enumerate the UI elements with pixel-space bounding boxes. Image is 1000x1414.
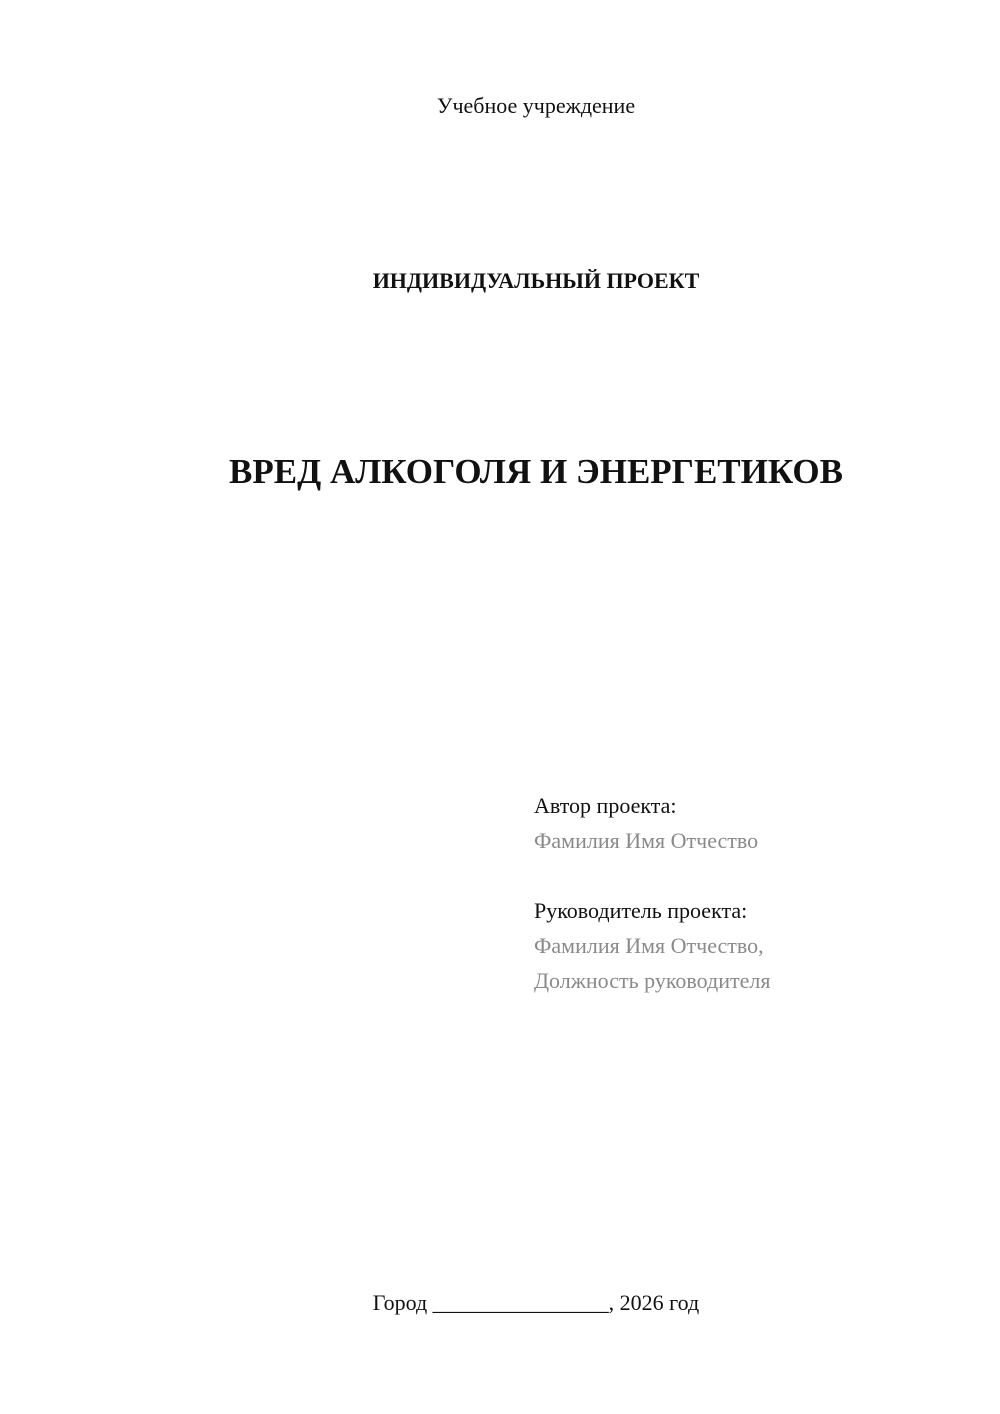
meta-spacer: [534, 858, 770, 893]
author-name: Фамилия Имя Отчество: [534, 828, 759, 853]
supervisor-position: Должность руководителя: [534, 968, 771, 993]
project-meta-block: [534, 788, 770, 998]
supervisor-name: Фамилия Имя Отчество,: [534, 933, 764, 958]
project-title: ВРЕД АЛКОГОЛЯ И ЭНЕРГЕТИКОВ: [229, 452, 843, 491]
project-type-heading: ИНДИВИДУАЛЬНЫЙ ПРОЕКТ: [372, 268, 700, 293]
institution-name: Учебное учреждение: [436, 93, 636, 118]
city-year-footer: Город ________________, 2026 год: [372, 1290, 700, 1315]
author-label: Автор проекта:: [534, 793, 677, 818]
supervisor-label: Руководитель проекта:: [534, 898, 748, 923]
